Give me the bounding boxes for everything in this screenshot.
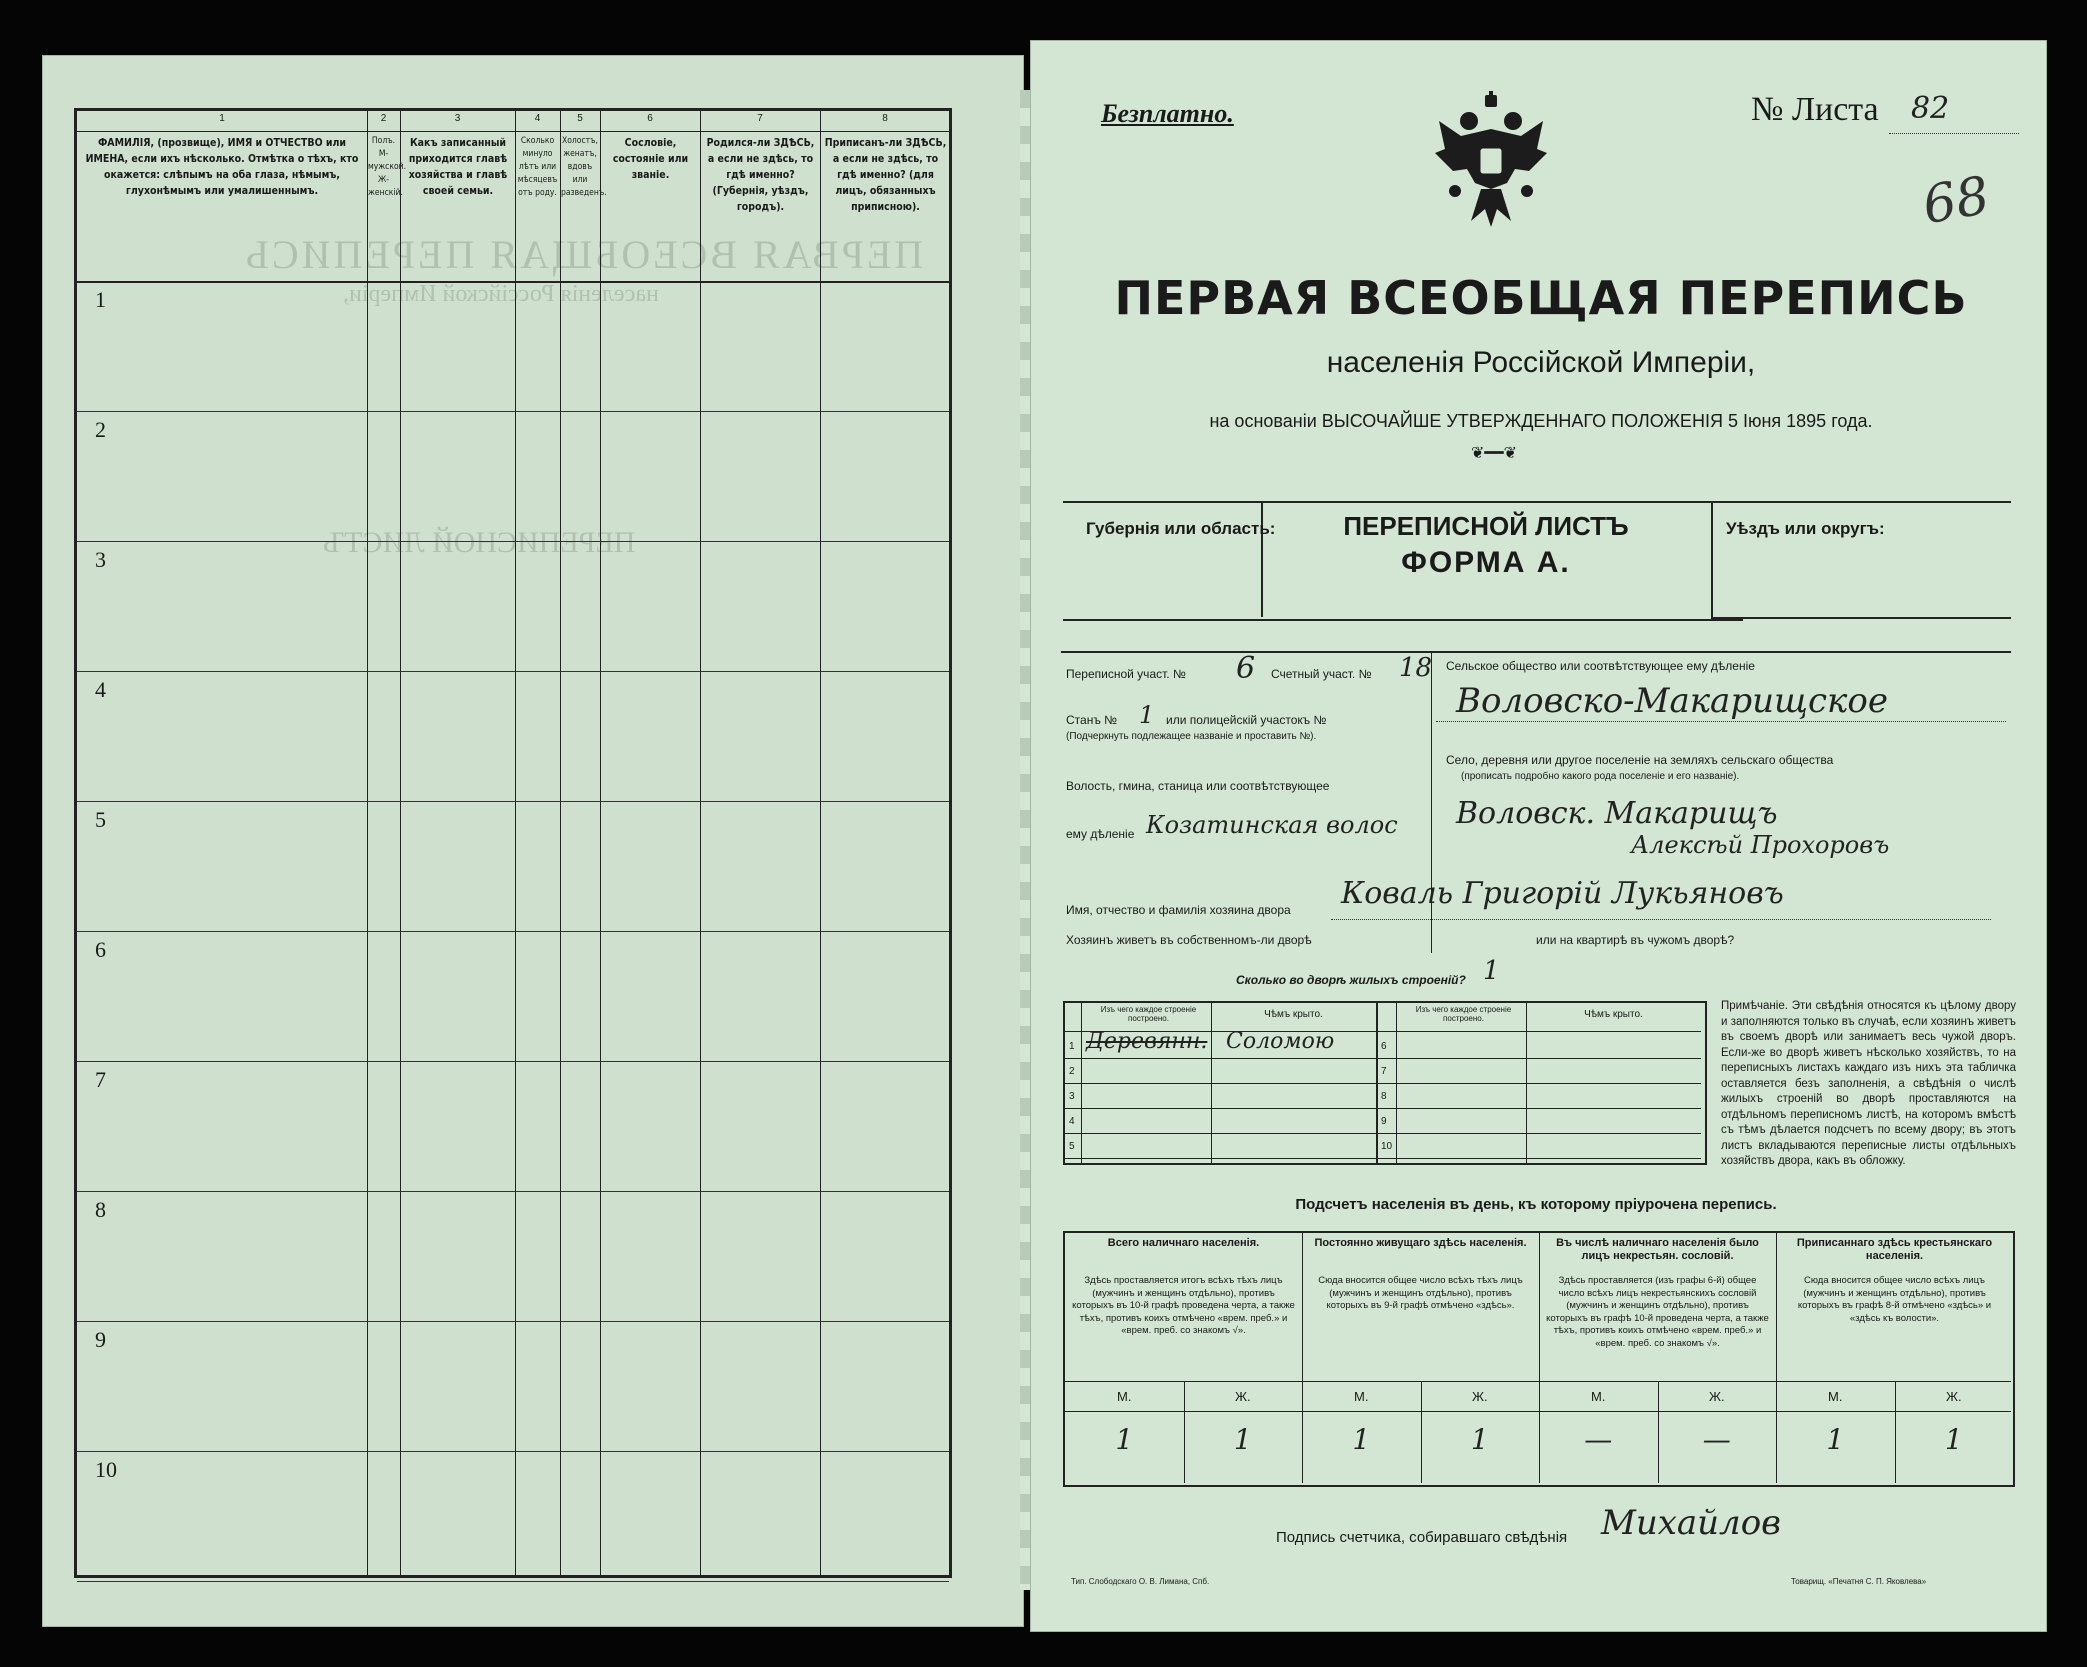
show-through-subtitle: населенія Россійской Имперіи, (343, 281, 659, 307)
table-row-divider (77, 1321, 949, 1322)
count-value: 1 (1115, 1423, 1134, 1456)
col-num-7: 7 (757, 113, 763, 124)
owner-label: Имя, отчество и фамилія хозяина двора (1066, 903, 1291, 917)
header-row (77, 131, 949, 283)
header-estate: Сословіе, состояніе или званіе. (612, 137, 689, 181)
census-table (74, 108, 952, 1578)
count-row-line (1065, 1381, 2011, 1382)
bld-row-number: 9 (1381, 1116, 1387, 1127)
bld-col-roof-2: Чѣмъ крыто. (1584, 1009, 1643, 1020)
underline-note: (Подчеркнуть подлежащее названіе и проставить №). (1066, 731, 1317, 742)
owner-value: Коваль Григорій Лукьяновъ (1341, 876, 1784, 911)
village-value: Воловск. Макарищъ (1456, 796, 1778, 831)
table-row-divider (77, 411, 949, 412)
row-number: 2 (95, 417, 106, 442)
col-num-8: 8 (882, 113, 888, 124)
note-text: Примѣчаніе. Эти свѣдѣнія относятся къ цѣлому двору и заполняются только въ случаѣ, если хозяинъ живетъ въ своемъ дворѣ или занимаетъ весь чужой дворъ. Если-же во дворѣ живетъ нѣсколько хозяйствъ, то на переписныхъ листахъ каждаго изъ нихъ эта табличка оставляется безъ заполненія, а свѣдѣнія о числѣ жилыхъ строеній во дворѣ проставляются на отдѣльномъ переписномъ листѣ, на которомъ вмѣстѣ съ тѣмъ дѣлается подсчетъ по всему двору; въ этотъ листъ вкладываются переписные листы отдѣльныхъ хозяйствъ двора, какъ въ обложку. (1721, 1000, 2016, 1167)
bld-row-number: 2 (1069, 1066, 1075, 1077)
column-number-row (77, 111, 949, 132)
bld-row-number: 1 (1069, 1041, 1075, 1052)
police-label: или полицейскій участокъ № (1166, 713, 1327, 727)
header-sex: Полъ. М-мужской. Ж-женскій. (368, 136, 407, 198)
stan-label: Станъ № (1066, 713, 1118, 727)
bld-row-number: 5 (1069, 1141, 1075, 1152)
bld-row1-material: Деревянн. (1086, 1029, 1208, 1054)
table-row-divider (77, 1581, 949, 1582)
header-registered: Приписанъ-ли ЗДѢСЬ, а если не здѣсь, то гдѣ именно? (для лицъ, обязанныхъ приписною). (824, 137, 947, 213)
rural-society-label: Сельское общество или соотвѣтствующее ему дѣленіе (1446, 659, 1755, 673)
row-number: 4 (95, 677, 106, 702)
header-marital: Холостъ, женатъ, вдовъ или разведенъ. (561, 136, 607, 198)
row-number: 7 (95, 1067, 106, 1092)
bld-row-number: 6 (1381, 1041, 1387, 1052)
count-col-head: Всего наличнаго населенія. (1107, 1237, 1260, 1249)
province-label: Губернія или область: (1086, 519, 1276, 538)
district-label: Уѣздъ или округъ: (1726, 519, 1885, 538)
volost-label: Волость, гмина, станица или соотвѣтствующее (1066, 779, 1330, 793)
count-value: — (1702, 1423, 1731, 1456)
bld-row-number: 7 (1381, 1066, 1387, 1077)
table-row-divider (77, 1451, 949, 1452)
volost-value: Козатинская волос (1146, 811, 1398, 839)
printer-right: Товарищ. «Печатня С. П. Яковлева» (1791, 1577, 1927, 1586)
header-age: Сколько минуло лѣтъ или мѣсяцевъ отъ роду. (517, 136, 558, 198)
count-value: — (1584, 1423, 1613, 1456)
census-section-label: Переписной участ. № (1066, 667, 1186, 681)
bld-row-line (1065, 1133, 1701, 1134)
row-number: 1 (95, 287, 106, 312)
sheet-title: ПЕРЕПИСНОЙ ЛИСТЪ (1343, 511, 1629, 541)
count-title: Подсчетъ населенія въ день, къ которому пріурочена перепись. (1295, 1196, 1777, 1213)
right-page (1030, 40, 2047, 1632)
count-col-desc: Сюда вносится общее число всѣхъ лицъ (мужчинъ и женщинъ отдѣльно), противъ которыхъ въ графѣ 8-й отмѣчено «здѣсь» и «здѣсь къ волости». (1797, 1275, 1992, 1324)
show-through-sheet: ПЕРЕПИСНОЙ ЛИСТЪ (323, 526, 636, 559)
bld-col-roof: Чѣмъ крыто. (1264, 1009, 1323, 1020)
col-num-4: 4 (534, 113, 541, 124)
row-number: 9 (95, 1327, 106, 1352)
count-mf-divider (1421, 1381, 1422, 1483)
count-value: 1 (1233, 1423, 1252, 1456)
sheet-number-value: 82 (1911, 91, 1950, 126)
count-col-desc: Сюда вносится общее число всѣхъ тѣхъ лицъ (мужчинъ и женщинъ отдѣльно), противъ которыхъ въ 9-й графѣ отмѣчено «здѣсь». (1318, 1275, 1523, 1311)
ornament-divider: ❦━━❦ (1471, 445, 1518, 462)
counting-section-label: Счетный участ. № (1271, 667, 1372, 681)
counting-section-value: 18 (1399, 653, 1433, 683)
bld-row-line (1065, 1108, 1701, 1109)
count-mf-divider (1658, 1381, 1659, 1483)
table-row-divider (77, 671, 949, 672)
table-row-divider (77, 541, 949, 542)
signature-value: Михайлов (1601, 1503, 1781, 1543)
count-sex-label: М. (1591, 1389, 1606, 1404)
row-number: 3 (95, 547, 106, 572)
count-sex-label: М. (1354, 1389, 1369, 1404)
archive-stamp-number: 68 (1918, 165, 1994, 237)
row-number: 5 (95, 807, 106, 832)
main-title: ПЕРВАЯ ВСЕОБЩАЯ ПЕРЕПИСЬ (1114, 271, 1968, 325)
volost-label-2: ему дѣленіе (1066, 827, 1135, 841)
bld-row1-roof: Соломою (1226, 1029, 1335, 1054)
bld-row-number: 8 (1381, 1091, 1387, 1102)
table-row-divider (77, 1191, 949, 1192)
bld-row-number: 4 (1069, 1116, 1075, 1127)
bld-row-number: 10 (1381, 1141, 1393, 1152)
village-label: Село, деревня или другое поселеніе на земляхъ сельскаго общества (1446, 753, 1834, 767)
village-note: (прописать подробно какого рода поселеніе и его названіе). (1461, 771, 1740, 782)
table-row-divider (77, 931, 949, 932)
buildings-label: Сколько во дворѣ жилыхъ строеній? (1236, 973, 1466, 987)
bld-row-line (1065, 1158, 1701, 1159)
col-num-2: 2 (380, 113, 387, 124)
bld-row-line (1065, 1058, 1701, 1059)
count-col-desc: Здѣсь проставляется итогъ всѣхъ тѣхъ лицъ (мужчинъ и женщинъ отдѣльно), противъ которыхъ въ 10-й графѣ проведена черта, а также тѣхъ, противъ коихъ отмѣчено «врем. преб.» и «врем. преб. со знакомъ √». (1072, 1275, 1295, 1336)
count-col-head: Приписаннаго здѣсь крестьянскаго населенія. (1796, 1237, 1993, 1262)
sheet-number-label: № Листа (1751, 91, 1879, 128)
count-value: 1 (1352, 1423, 1371, 1456)
count-mf-divider (1895, 1381, 1896, 1483)
count-value: 1 (1470, 1423, 1489, 1456)
rural-society-value: Воловско-Макарищское (1456, 681, 1888, 721)
row-number: 8 (95, 1197, 106, 1222)
owner-house-label: Хозяинъ живетъ въ собственномъ-ли дворѣ (1066, 933, 1312, 947)
col-num-1: 1 (219, 113, 225, 124)
count-col-desc: Здѣсь проставляется (изъ графы 6-й) общее число всѣхъ лицъ некрестьянскихъ сословій (мужчинъ и женщинъ отдѣльно), противъ которыхъ въ графѣ 10-й проведена черта, а также тѣхъ, противъ коихъ отмѣчено «врем. преб.» и «врем. преб. со знакомъ √». (1546, 1275, 1769, 1349)
header-relation: Какъ записанный приходится главѣ хозяйства и главѣ своей семьи. (408, 137, 508, 197)
count-value: 1 (1944, 1423, 1963, 1456)
form-label: ФОРМА А. (1401, 546, 1571, 579)
table-row-divider (77, 801, 949, 802)
count-sex-label: М. (1117, 1389, 1132, 1404)
subtitle: населенія Россійской Имперіи, (1326, 346, 1756, 379)
header-name: ФАМИЛІЯ, (прозвище), ИМЯ и ОТЧЕСТВО или ИМЕНА, если ихъ нѣсколько. Отмѣтка о тѣхъ, кто окажется: слѣпымъ на оба глаза, нѣмымъ, глухонѣмымъ или умалишеннымъ. (85, 137, 359, 197)
imperial-eagle-emblem (1431, 91, 1551, 231)
count-col-head: Постоянно живущаго здѣсь населенія. (1314, 1237, 1527, 1249)
count-sex-label: М. (1828, 1389, 1843, 1404)
owner-extra-value: Алексѣй Прохоровъ (1631, 831, 1890, 859)
show-through-title: ПЕРВАЯ ВСЕОБЩАЯ ПЕРЕПИСЬ (243, 232, 924, 277)
stan-value: 1 (1139, 701, 1155, 729)
count-col-head: Въ числѣ наличнаго населенія было лицъ некрестьян. сословій. (1556, 1237, 1759, 1262)
apartment-label: или на квартирѣ въ чужомъ дворѣ? (1536, 933, 1735, 947)
col-num-3: 3 (454, 113, 461, 124)
count-sex-label: Ж. (1945, 1389, 1962, 1404)
header-born: Родился-ли ЗДѢСЬ, а если не здѣсь, то гдѣ именно? (Губернія, уѣздъ, городъ). (706, 137, 815, 213)
bld-col-material: Изъ чего каждое строеніе построено. (1100, 1005, 1197, 1023)
col-num-6: 6 (647, 113, 653, 124)
count-mf-divider (1184, 1381, 1185, 1483)
row-number: 10 (95, 1457, 117, 1482)
census-section-value: 6 (1236, 651, 1256, 686)
count-sex-label: Ж. (1234, 1389, 1251, 1404)
free-label: Безплатно. (1101, 99, 1234, 128)
printer-left: Тип. Слободскаго О. В. Лимана, Спб. (1071, 1577, 1210, 1586)
col-num-5: 5 (577, 113, 583, 124)
count-sex-label: Ж. (1471, 1389, 1488, 1404)
row-number: 6 (95, 937, 106, 962)
bld-col-material-2: Изъ чего каждое строеніе построено. (1415, 1005, 1512, 1023)
signature-label: Подпись счетчика, собиравшаго свѣдѣнія (1276, 1529, 1568, 1546)
bld-row-number: 3 (1069, 1091, 1075, 1102)
count-sex-label: Ж. (1708, 1389, 1725, 1404)
count-row-line (1065, 1411, 2011, 1412)
buildings-value: 1 (1483, 956, 1500, 986)
basis-line: на основаніи ВЫСОЧАЙШЕ УТВЕРЖДЕННАГО ПОЛОЖЕНІЯ 5 Іюня 1895 года. (1209, 411, 1873, 431)
bld-row-line (1065, 1083, 1701, 1084)
table-row-divider (77, 1061, 949, 1062)
count-value: 1 (1826, 1423, 1845, 1456)
